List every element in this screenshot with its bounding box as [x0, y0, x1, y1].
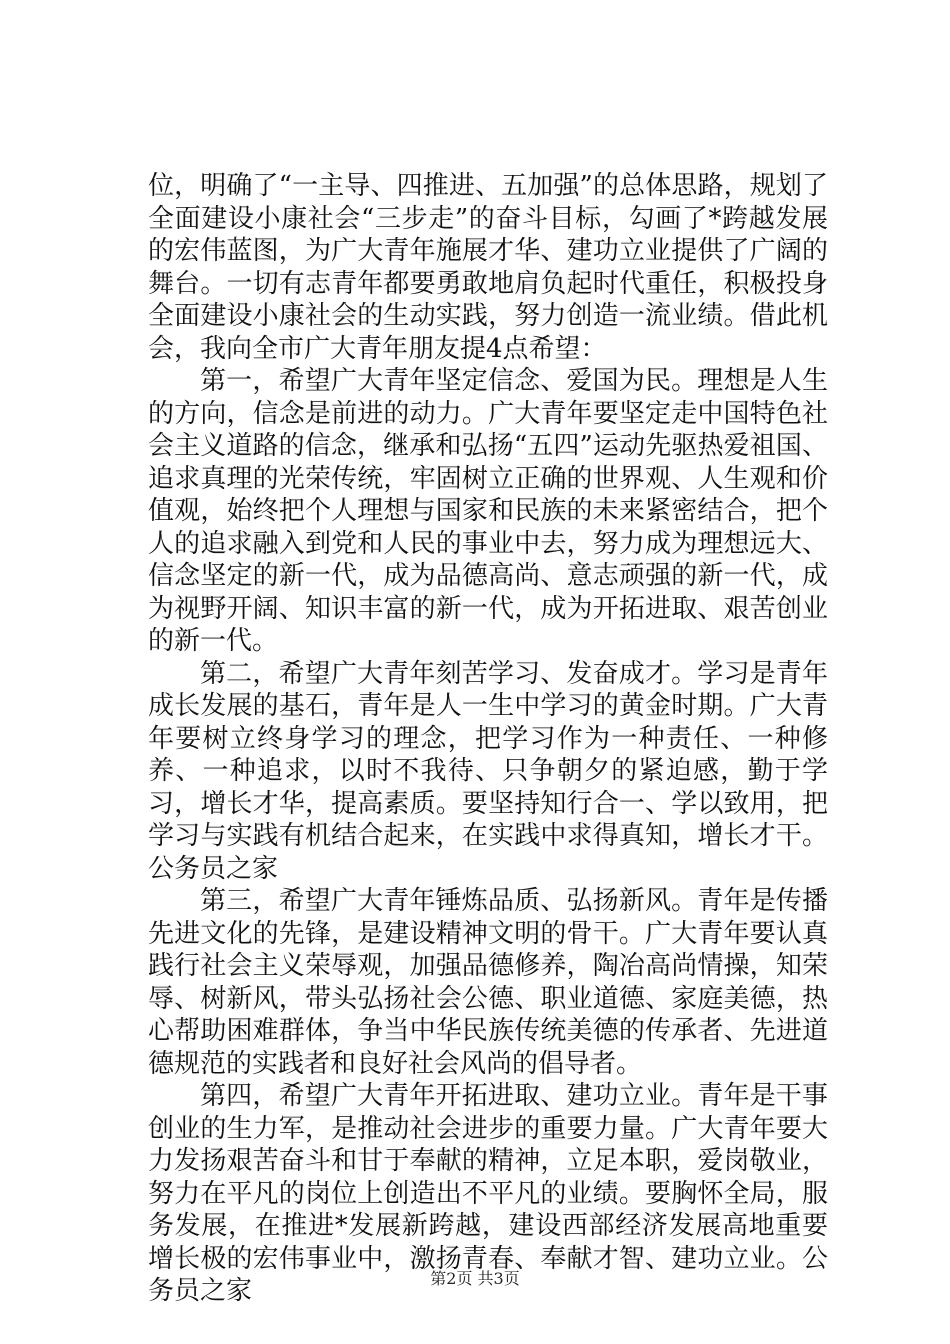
paragraph-hope-4: 第四，希望广大青年开拓进取、建功立业。青年是干事创业的生力军，是推动社会进步的重要力量。广大青年要大力发扬艰苦奋斗和甘于奉献的精神，立足本职，爱岗敬业，努力在平凡的岗位上创造出不平凡的业绩。要胸怀全局，服务发展，在推进*发展新跨越，建设西部经济发展高地重要增长极的宏伟事业中，激扬青春、奉献才智、建功立业。公务员之家 — [148, 1081, 828, 1306]
page-number-footer: 第2页 共3页 — [430, 1269, 520, 1288]
paragraph-hope-3: 第三，希望广大青年锤炼品质、弘扬新风。青年是传播先进文化的先锋，是建设精神文明的骨干。广大青年要认真践行社会主义荣辱观，加强品德修养，陶冶高尚情操，知荣辱、树新风，带头弘扬社会公德、职业道德、家庭美德，热心帮助困难群体，争当中华民族传统美德的传承者、先进道德规范的实践者和良好社会风尚的倡导者。 — [148, 886, 828, 1079]
document-body — [148, 170, 828, 1308]
paragraph-hope-2: 第二，希望广大青年刻苦学习、发奋成才。学习是青年成长发展的基石，青年是人一生中学习的黄金时期。广大青年要树立终身学习的理念，把学习作为一种责任、一种修养、一种追求，以时不我待、只争朝夕的紧迫感，勤于学习，增长才华，提高素质。要坚持知行合一、学以致用，把学习与实践有机结合起来，在实践中求得真知，增长才干。公务员之家 — [148, 658, 828, 884]
paragraph-hope-1: 第一，希望广大青年坚定信念、爱国为民。理想是人生的方向，信念是前进的动力。广大青年要坚定走中国特色社会主义道路的信念，继承和弘扬“五四”运动先驱热爱祖国、追求真理的光荣传统，牢固树立正确的世界观、人生观和价值观，始终把个人理想与国家和民族的未来紧密结合，把个人的追求融入到党和人民的事业中去，努力成为理想远大、信念坚定的新一代，成为品德高尚、意志顽强的新一代，成为视野开阔、知识丰富的新一代，成为开拓进取、艰苦创业的新一代。 — [148, 366, 828, 656]
paragraph-intro: 位，明确了“一主导、四推进、五加强”的总体思路，规划了全面建设小康社会“三步走”的奋斗目标，勾画了*跨越发展的宏伟蓝图，为广大青年施展才华、建功立业提供了广阔的舞台。一切有志青年都要勇敢地肩负起时代重任，积极投身全面建设小康社会的生动实践，努力创造一流业绩。借此机会，我向全市广大青年朋友提4点希望： — [148, 171, 828, 364]
